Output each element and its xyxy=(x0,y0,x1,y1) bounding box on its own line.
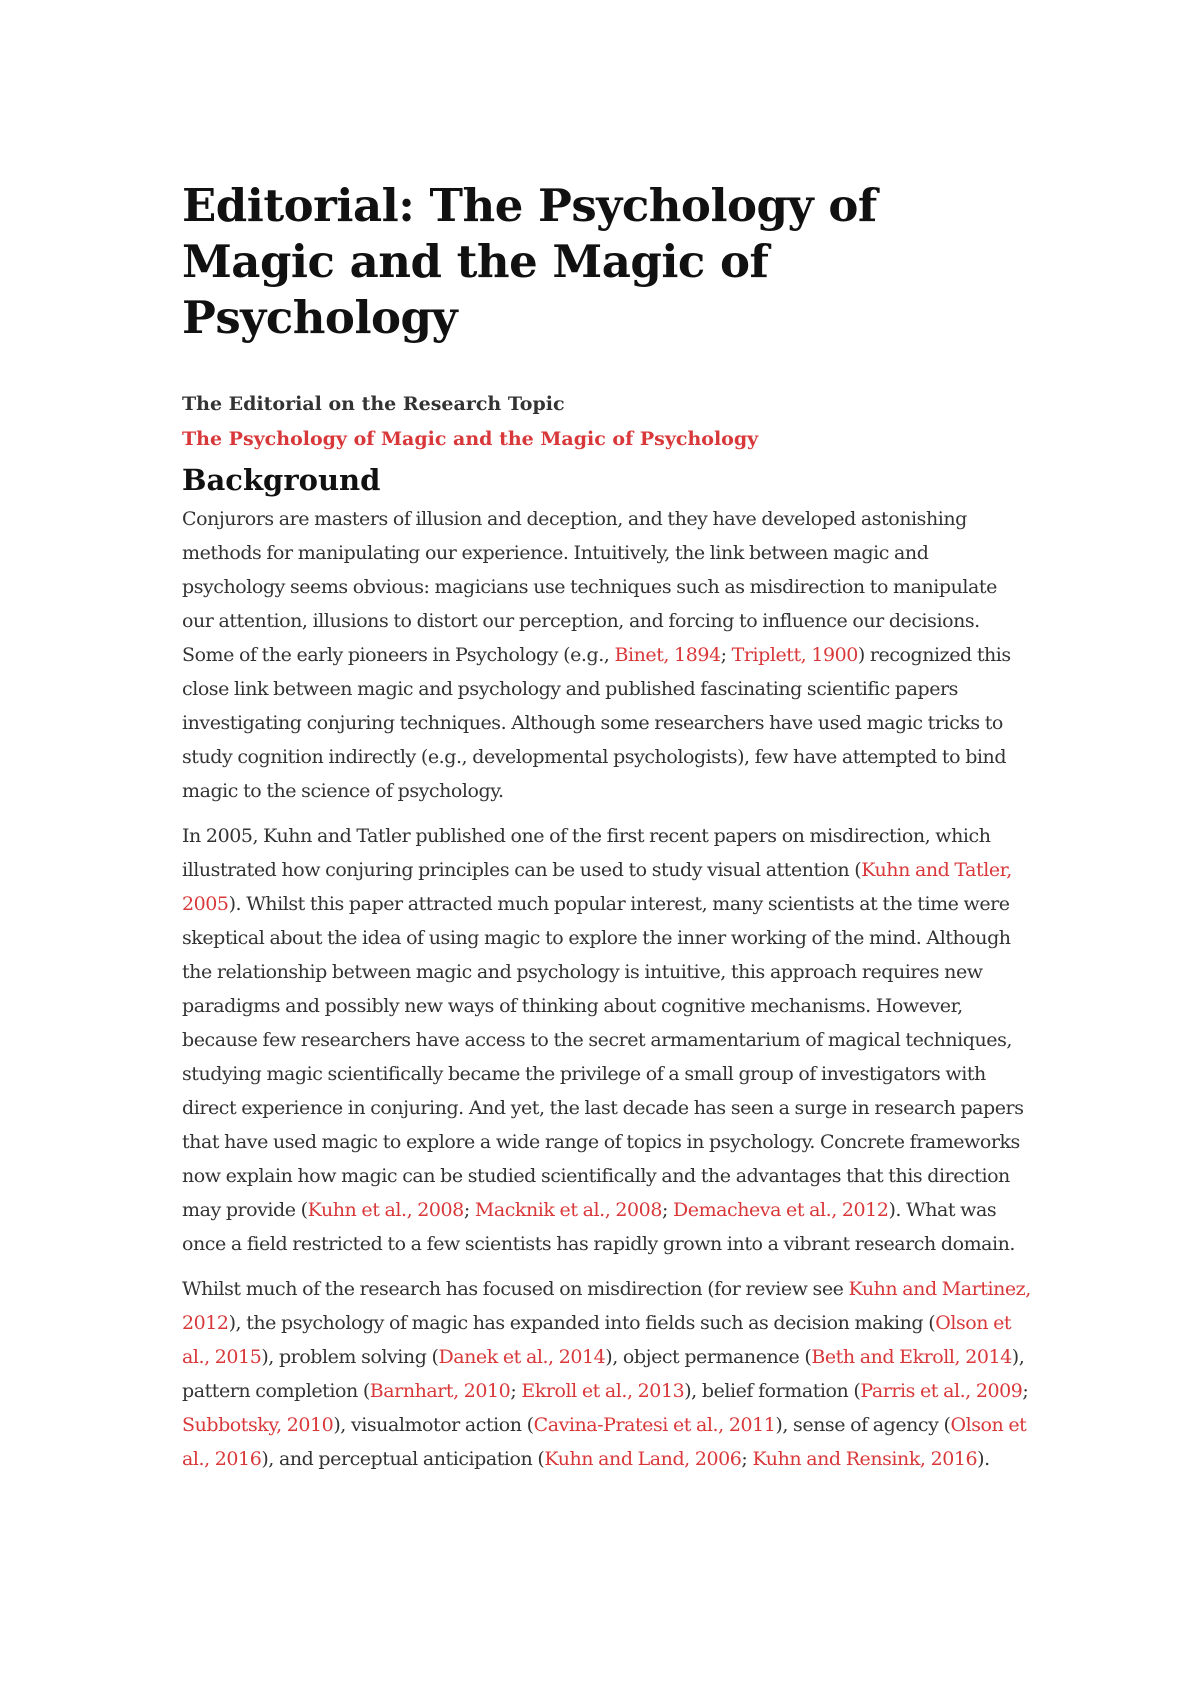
citation-link[interactable]: Kuhn and Rensink, 2016 xyxy=(752,1448,978,1470)
paragraph-text: ; xyxy=(720,644,732,666)
paragraph-text: ), the psychology of magic has expanded into fields such as decision making ( xyxy=(228,1312,936,1334)
citation-link[interactable]: Olson et al., 2016 xyxy=(182,1414,1027,1470)
paragraph xyxy=(182,502,1032,808)
paragraph-text: ), object permanence ( xyxy=(605,1346,812,1368)
research-topic-link[interactable]: The Psychology of Magic and the Magic of Psychology xyxy=(182,428,759,450)
paragraph-text: ; xyxy=(741,1448,753,1470)
citation-link[interactable]: Kuhn and Martinez, 2012 xyxy=(182,1278,1031,1334)
citation-link[interactable]: Danek et al., 2014 xyxy=(438,1346,606,1368)
paragraph xyxy=(182,1272,1032,1476)
paragraph-text: ), visualmotor action ( xyxy=(333,1414,534,1436)
article-page xyxy=(182,178,1032,1487)
paragraph-text: Conjurors are masters of illusion and deception, and they have developed astonishing methods for manipulating our experience. Intuitively, the link between magic and psychology seems obvious: magicians use techniques such as misdirection to manipulate our attention, illusions to distort our perception, and forcing to influence our decisions. Some of the early pioneers in Psychology (e.g., xyxy=(182,508,997,666)
paragraph-text: Whilst much of the research has focused on misdirection (for review see xyxy=(182,1278,849,1300)
editorial-kicker: The Editorial on the Research Topic xyxy=(182,393,565,415)
article-title: Editorial: The Psychology of Magic and the Magic of Psychology xyxy=(182,179,877,344)
citation-link[interactable]: Parris et al., 2009 xyxy=(860,1380,1023,1402)
citation-link[interactable]: Triplett, 1900 xyxy=(731,644,858,666)
citation-link[interactable]: Kuhn et al., 2008 xyxy=(307,1199,464,1221)
section-heading-background: Background xyxy=(182,463,381,497)
citation-link[interactable]: Olson et al., 2015 xyxy=(182,1312,1012,1368)
paragraph-text: ; xyxy=(510,1380,522,1402)
paragraph-text: ) recognized this close link between magic and psychology and published fascinating scientific papers investigating conjuring techniques. Although some researchers have used magic tricks to study cognition indirectly (e.g., developmental psychologists), few have attempted to bind magic to the science of psychology. xyxy=(182,644,1011,802)
paragraph-text: In 2005, Kuhn and Tatler published one of the first recent papers on misdirection, which illustrated how conjuring principles can be used to study visual attention ( xyxy=(182,825,991,881)
paragraph-text: ). What was once a field restricted to a few scientists has rapidly grown into a vibrant research domain. xyxy=(182,1199,1016,1255)
paragraph-text: ), pattern completion ( xyxy=(182,1346,1025,1402)
paragraph-text: ), belief formation ( xyxy=(684,1380,861,1402)
paragraph-text: ), and perceptual anticipation ( xyxy=(261,1448,545,1470)
citation-link[interactable]: Macknik et al., 2008 xyxy=(474,1199,662,1221)
paragraph-text: ), sense of agency ( xyxy=(775,1414,951,1436)
paragraph-text: ; xyxy=(661,1199,674,1221)
citation-link[interactable]: Beth and Ekroll, 2014 xyxy=(811,1346,1012,1368)
citation-link[interactable]: Kuhn and Land, 2006 xyxy=(544,1448,742,1470)
citation-link[interactable]: Ekroll et al., 2013 xyxy=(521,1380,685,1402)
citation-link[interactable]: Cavina-Pratesi et al., 2011 xyxy=(533,1414,776,1436)
paragraph-text: ; xyxy=(1022,1380,1029,1402)
paragraph-text: ). Whilst this paper attracted much popular interest, many scientists at the time were skeptical about the idea of using magic to explore the inner working of the mind. Although the relationship between magic and psychology is intuitive, this approach requires new paradigms and possibly new ways of thinking about cognitive mechanisms. However, because few researchers have access to the secret armamentarium of magical techniques, studying magic scientifically became the privilege of a small group of investigators with direct experience in conjuring. And yet, the last decade has seen a surge in research papers that have used magic to explore a wide range of topics in psychology. Concrete frameworks now explain how magic can be studied scientifically and the advantages that this direction may provide ( xyxy=(182,893,1024,1221)
citation-link[interactable]: Barnhart, 2010 xyxy=(369,1380,511,1402)
citation-link[interactable]: Kuhn and Tatler, 2005 xyxy=(182,859,1012,915)
paragraph-text: ), problem solving ( xyxy=(261,1346,439,1368)
paragraph-text: ). xyxy=(977,1448,990,1470)
paragraph xyxy=(182,819,1032,1261)
citation-link[interactable]: Subbotsky, 2010 xyxy=(182,1414,334,1436)
paragraph-text: ; xyxy=(463,1199,475,1221)
citation-link[interactable]: Binet, 1894 xyxy=(614,644,721,666)
citation-link[interactable]: Demacheva et al., 2012 xyxy=(673,1199,889,1221)
